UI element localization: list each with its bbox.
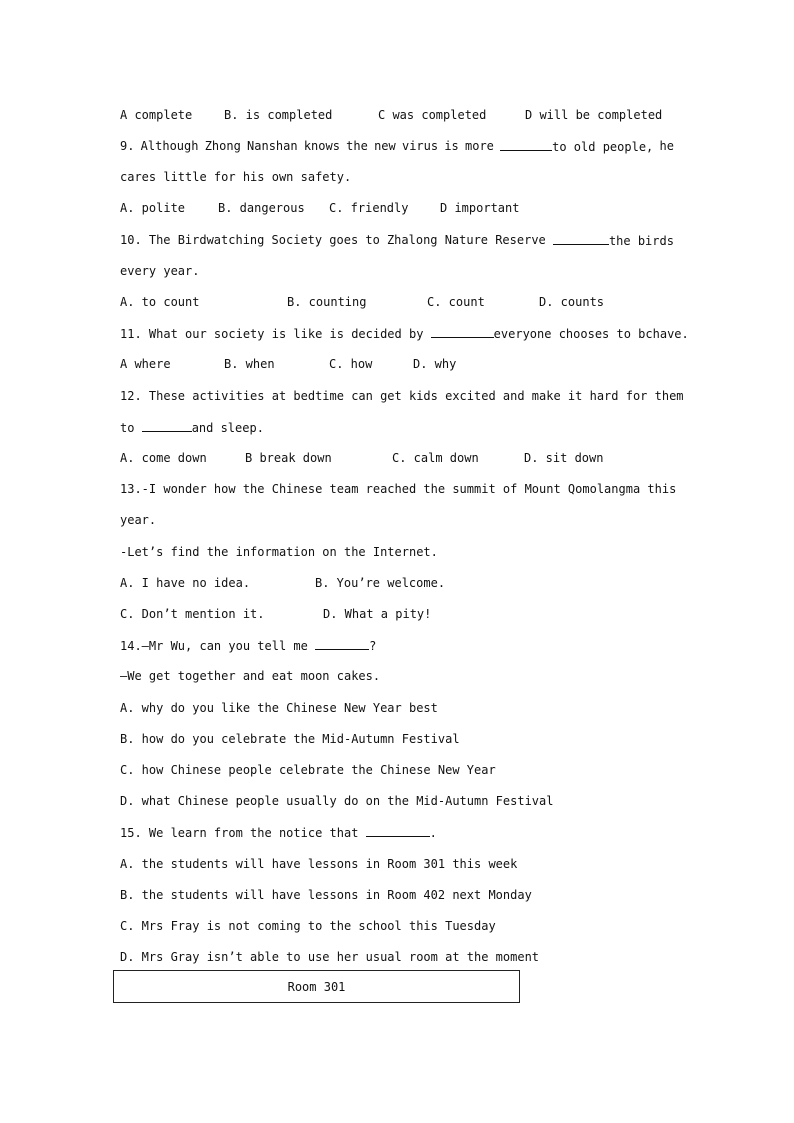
q8-option-c: C was completed: [378, 108, 487, 122]
q14-option-c: C. how Chinese people celebrate the Chinese New Year: [120, 763, 496, 777]
q14-answer-blank[interactable]: [315, 637, 369, 650]
q11-option-c: C. how: [329, 357, 373, 371]
q9-options: [120, 200, 519, 216]
q10-stem-line2: every year.: [120, 264, 200, 278]
q12-option-d: D. sit down: [524, 451, 604, 465]
q11-before-blank: 11. What our society is like is decided by: [120, 327, 431, 341]
q11-option-b: B. when: [224, 357, 275, 371]
q10-word: The: [148, 233, 171, 247]
q15-option-c: C. Mrs Fray is not coming to the school this Tuesday: [120, 919, 496, 933]
q9-word: Although: [140, 139, 199, 153]
q9-word: he: [659, 139, 674, 153]
q15-after-blank: .: [429, 826, 437, 840]
q11-options: [120, 356, 456, 372]
q9-after-blank: to old people,: [552, 140, 654, 154]
q13-stem-line2: year.: [120, 513, 157, 527]
q9-stem-line2: cares little for his own safety.: [120, 170, 352, 184]
q13-option-a: A. I have no idea.: [120, 576, 251, 590]
q12-after-blank: and sleep.: [191, 421, 264, 435]
q12-answer-blank[interactable]: [142, 419, 192, 432]
q13-option-c: C. Don’t mention it.: [120, 607, 265, 621]
q10-word: Nature: [444, 233, 489, 247]
q10-option-b: B. counting: [287, 295, 367, 309]
q9-word: the: [346, 139, 368, 153]
q14-after-blank: ?: [369, 639, 377, 653]
q14-option-a: A. why do you like the Chinese New Year best: [120, 701, 438, 715]
q10-word: Zhalong: [386, 233, 438, 247]
q10-word: Birdwatching: [177, 233, 265, 247]
q15-option-d: D. Mrs Gray isn’t able to use her usual room at the moment: [120, 950, 540, 964]
q9-answer-blank[interactable]: [500, 138, 552, 151]
q11-after-blank: everyone chooses to bchave.: [493, 327, 689, 341]
q8-option-d: D will be completed: [525, 108, 663, 122]
q12-before-blank: to: [120, 421, 142, 435]
q15-answer-blank[interactable]: [366, 824, 430, 837]
q10-answer-blank[interactable]: [553, 232, 609, 245]
q15-stem: [120, 824, 437, 840]
q9-word: Nanshan: [247, 139, 298, 153]
q15-option-b: B. the students will have lessons in Room 402 next Monday: [120, 888, 532, 902]
q12-stem-line1: 12. These activities at bedtime can get kids excited and make it hard for them: [120, 389, 684, 403]
q14-option-d: D. what Chinese people usually do on the Mid-Autumn Festival: [120, 794, 554, 808]
q9-word: knows: [303, 139, 340, 153]
q9-word: more: [465, 139, 494, 153]
q13-option-d: D. What a pity!: [323, 607, 432, 621]
q8-option-b: B. is completed: [224, 108, 333, 122]
q10-after-blank: the birds: [608, 234, 674, 248]
q14-stem: [120, 637, 376, 653]
q10-stem-line1: [120, 232, 674, 248]
q14-before-blank: 14.—Mr Wu, can you tell me: [120, 639, 316, 653]
q13-options-row2: [120, 606, 431, 622]
q11-option-a: A where: [120, 357, 171, 371]
q10-word: to: [365, 233, 380, 247]
q9-option-b: B. dangerous: [218, 201, 305, 215]
q14-dialogue-reply: —We get together and eat moon cakes.: [120, 669, 381, 683]
q10-word: Society: [271, 233, 323, 247]
q10-word: 10.: [120, 233, 142, 247]
q8-option-a: A complete: [120, 108, 193, 122]
q10-word: goes: [329, 233, 359, 247]
q10-options: [120, 294, 604, 310]
q13-option-b: B. You’re welcome.: [315, 576, 446, 590]
q9-option-c: C. friendly: [329, 201, 409, 215]
q13-stem-line1: 13.-I wonder how the Chinese team reached the summit of Mount Qomolangma this: [120, 482, 677, 496]
q11-answer-blank[interactable]: [431, 325, 494, 338]
q14-option-b: B. how do you celebrate the Mid-Autumn Festival: [120, 732, 460, 746]
q10-option-d: D. counts: [539, 295, 605, 309]
q13-dialogue-reply: -Let’s find the information on the Internet.: [120, 545, 438, 559]
q9-stem-line1: [120, 138, 674, 154]
q9-word: Zhong: [204, 139, 241, 153]
q9-word: 9.: [120, 139, 135, 153]
q10-option-a: A. to count: [120, 295, 200, 309]
notice-box: [113, 970, 520, 1003]
q12-stem-line2: [120, 419, 264, 435]
q11-option-d: D. why: [413, 357, 457, 371]
q15-before-blank: 15. We learn from the notice that: [120, 826, 366, 840]
q9-word: is: [444, 139, 459, 153]
q12-options: [120, 450, 603, 466]
q9-option-d: D important: [440, 201, 520, 215]
q12-option-b: B break down: [245, 451, 332, 465]
notice-title: Room 301: [287, 979, 346, 994]
q10-option-c: C. count: [427, 295, 485, 309]
q9-option-a: A. polite: [120, 201, 186, 215]
q12-option-c: C. calm down: [392, 451, 479, 465]
q8-options: [120, 107, 662, 123]
q9-word: virus: [401, 139, 439, 153]
q10-word: Reserve: [495, 233, 546, 247]
q9-word: new: [374, 139, 396, 153]
q11-stem: [120, 325, 689, 341]
q15-option-a: A. the students will have lessons in Room 301 this week: [120, 857, 518, 871]
q12-option-a: A. come down: [120, 451, 207, 465]
q13-options-row1: [120, 575, 445, 591]
